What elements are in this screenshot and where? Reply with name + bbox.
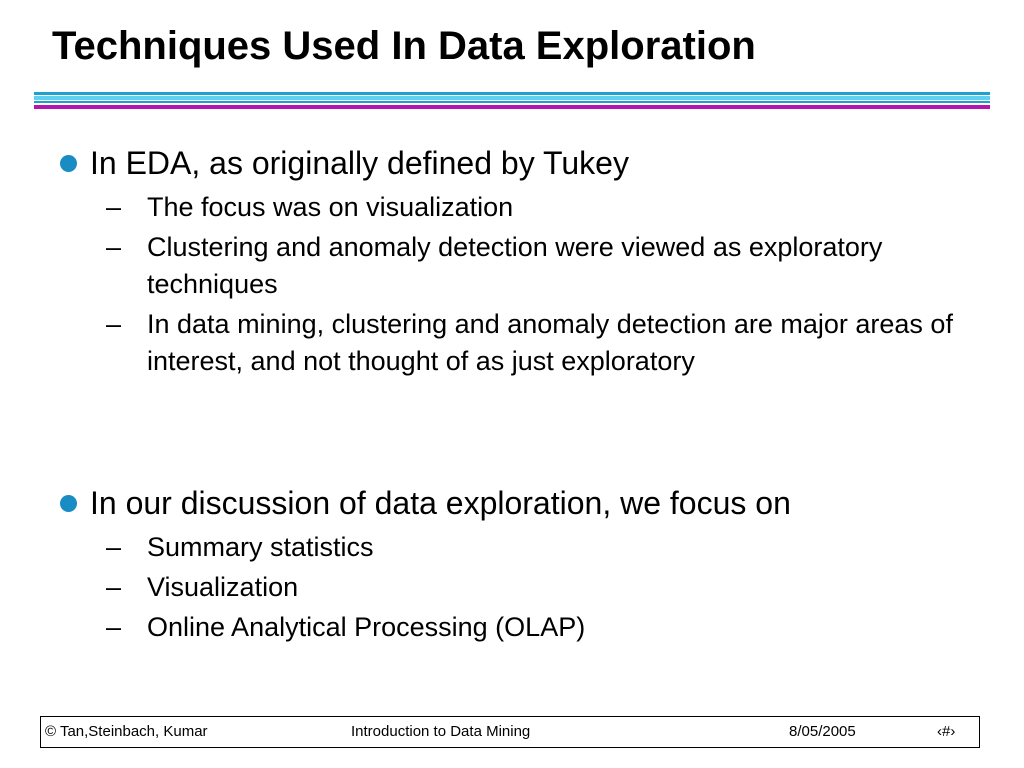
sub-bullet-item xyxy=(58,306,977,380)
footer-page-number: ‹#› xyxy=(937,723,956,740)
footer-course-title: Introduction to Data Mining xyxy=(351,723,531,740)
footer-copyright: © Tan,Steinbach, Kumar xyxy=(45,723,208,740)
sub-bullet-text: Visualization xyxy=(147,572,299,602)
sub-bullet-text: Online Analytical Processing (OLAP) xyxy=(147,612,586,642)
bullet-text: In our discussion of data exploration, we focus on xyxy=(90,485,791,521)
sub-bullet-item xyxy=(58,229,977,303)
dash-icon: – xyxy=(106,309,122,339)
sub-bullet-text: Clustering and anomaly detection were viewed as exploratory techniques xyxy=(147,232,883,299)
slide-title: Techniques Used In Data Exploration xyxy=(52,24,756,68)
sub-bullet-item xyxy=(58,609,977,646)
sub-bullet-text: The focus was on visualization xyxy=(147,192,514,222)
bullet-group-1 xyxy=(58,141,988,380)
bullet-item xyxy=(58,141,988,185)
sub-bullet-text: In data mining, clustering and anomaly detection are major areas of interest, and not thought of as just exploratory xyxy=(147,309,953,376)
bullet-text: In EDA, as originally defined by Tukey xyxy=(90,145,629,181)
bullet-item xyxy=(58,481,988,525)
dash-icon: – xyxy=(106,612,122,642)
sub-bullet-list xyxy=(58,189,988,380)
bullet-dot-icon xyxy=(60,155,77,172)
sub-bullet-text: Summary statistics xyxy=(147,532,374,562)
dash-icon: – xyxy=(106,232,122,262)
dash-icon: – xyxy=(106,192,122,222)
slide-footer xyxy=(40,716,980,748)
dash-icon: – xyxy=(106,572,122,602)
sub-bullet-item xyxy=(58,189,977,226)
sub-bullet-list xyxy=(58,529,988,646)
bullet-group-2 xyxy=(58,481,988,646)
bullet-dot-icon xyxy=(60,495,77,512)
sub-bullet-item xyxy=(58,529,977,566)
footer-date: 8/05/2005 xyxy=(789,723,856,740)
dash-icon: – xyxy=(106,532,122,562)
sub-bullet-item xyxy=(58,569,977,606)
